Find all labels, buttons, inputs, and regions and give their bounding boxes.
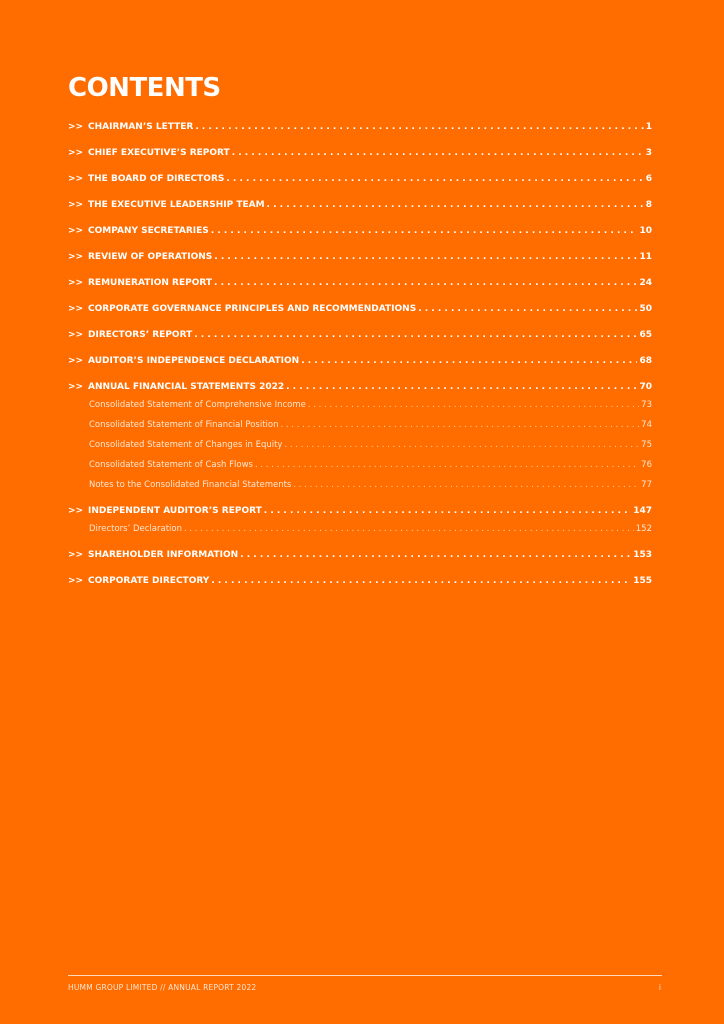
toc-dot-leader — [240, 546, 631, 564]
toc-entry-page: 24 — [639, 278, 652, 288]
toc-entry-label: SHAREHOLDER INFORMATION — [88, 550, 239, 560]
toc-arrow: >> — [68, 252, 84, 262]
table-of-contents — [68, 118, 652, 598]
toc-dot-leader — [286, 378, 637, 396]
toc-entry-page: 11 — [639, 252, 652, 262]
toc-entry-label: ANNUAL FINANCIAL STATEMENTS 2022 — [88, 382, 285, 392]
toc-subentry[interactable] — [68, 457, 652, 477]
toc-subentry-page: 74 — [641, 420, 652, 430]
page-title: CONTENTS — [68, 73, 221, 103]
toc-entry-page: 3 — [645, 148, 652, 158]
toc-entry[interactable] — [68, 196, 652, 222]
toc-arrow: >> — [68, 506, 84, 516]
toc-entry-page: 8 — [645, 200, 652, 210]
toc-entry-page: 153 — [633, 550, 652, 560]
toc-entry-label: CHIEF EXECUTIVE’S REPORT — [88, 148, 230, 158]
toc-arrow: >> — [68, 576, 84, 586]
toc-arrow: >> — [68, 356, 84, 366]
toc-entry-page: 70 — [639, 382, 652, 392]
toc-entry-page: 10 — [639, 226, 652, 236]
toc-entry-label: REMUNERATION REPORT — [88, 278, 213, 288]
toc-dot-leader — [284, 437, 639, 453]
toc-dot-leader — [232, 144, 644, 162]
toc-entry-label: DIRECTORS’ REPORT — [88, 330, 193, 340]
toc-dot-leader — [418, 300, 637, 318]
toc-entry[interactable] — [68, 248, 652, 274]
toc-entry-label: REVIEW OF OPERATIONS — [88, 252, 213, 262]
toc-entry[interactable] — [68, 118, 652, 144]
toc-entry-page: 155 — [633, 576, 652, 586]
toc-entry-label: CORPORATE DIRECTORY — [88, 576, 210, 586]
footer-page-number: i — [658, 983, 661, 992]
toc-arrow: >> — [68, 330, 84, 340]
toc-arrow: >> — [68, 200, 84, 210]
toc-dot-leader — [301, 352, 637, 370]
toc-arrow: >> — [68, 550, 84, 560]
toc-arrow: >> — [68, 278, 84, 288]
toc-dot-leader — [264, 502, 631, 520]
toc-entry-label: THE BOARD OF DIRECTORS — [88, 174, 225, 184]
toc-entry[interactable] — [68, 144, 652, 170]
toc-entry-label: COMPANY SECRETARIES — [88, 226, 209, 236]
toc-dot-leader — [267, 196, 644, 214]
toc-entry[interactable] — [68, 546, 652, 572]
toc-entry-label: CHAIRMAN’S LETTER — [88, 122, 194, 132]
toc-subentry[interactable] — [68, 521, 652, 546]
toc-entry[interactable] — [68, 572, 652, 598]
toc-subentry-label: Consolidated Statement of Comprehensive Income — [89, 400, 306, 410]
toc-subentry-page: 73 — [641, 400, 652, 410]
toc-subentry-page: 75 — [641, 440, 652, 450]
toc-entry-label: INDEPENDENT AUDITOR’S REPORT — [88, 506, 262, 516]
toc-arrow: >> — [68, 304, 84, 314]
toc-subentry-label: Consolidated Statement of Cash Flows — [89, 460, 253, 470]
toc-entry[interactable] — [68, 300, 652, 326]
toc-entry-page: 147 — [633, 506, 652, 516]
toc-entry[interactable] — [68, 222, 652, 248]
toc-arrow: >> — [68, 226, 84, 236]
toc-subentry-label: Consolidated Statement of Financial Position — [89, 420, 279, 430]
toc-dot-leader — [195, 118, 643, 136]
toc-dot-leader — [280, 417, 639, 433]
toc-subentry-label: Directors’ Declaration — [89, 524, 182, 534]
toc-subentry-label: Consolidated Statement of Changes in Equity — [89, 440, 283, 450]
toc-dot-leader — [211, 572, 631, 590]
toc-arrow: >> — [68, 148, 84, 158]
toc-entry[interactable] — [68, 378, 652, 397]
toc-subentry-page: 77 — [641, 480, 652, 490]
toc-dot-leader — [214, 248, 637, 266]
toc-arrow: >> — [68, 122, 84, 132]
toc-dot-leader — [255, 457, 639, 473]
toc-entry[interactable] — [68, 274, 652, 300]
toc-arrow: >> — [68, 382, 84, 392]
toc-subentry-page: 76 — [641, 460, 652, 470]
toc-subentry-page: 152 — [635, 524, 652, 534]
toc-entry-page: 50 — [639, 304, 652, 314]
toc-entry-page: 6 — [645, 174, 652, 184]
toc-subentry[interactable] — [68, 437, 652, 457]
toc-dot-leader — [214, 274, 637, 292]
toc-dot-leader — [293, 477, 639, 493]
toc-dot-leader — [194, 326, 637, 344]
toc-subentry[interactable] — [68, 397, 652, 417]
toc-dot-leader — [184, 521, 634, 537]
toc-dot-leader — [226, 170, 643, 188]
toc-subentry[interactable] — [68, 417, 652, 437]
toc-entry-page: 65 — [639, 330, 652, 340]
toc-entry-label: THE EXECUTIVE LEADERSHIP TEAM — [88, 200, 265, 210]
toc-entry[interactable] — [68, 170, 652, 196]
toc-arrow: >> — [68, 174, 84, 184]
toc-entry[interactable] — [68, 326, 652, 352]
toc-subentry[interactable] — [68, 477, 652, 502]
toc-entry[interactable] — [68, 352, 652, 378]
toc-subentry-label: Notes to the Consolidated Financial Statements — [89, 480, 292, 490]
toc-dot-leader — [211, 222, 638, 240]
toc-entry[interactable] — [68, 502, 652, 521]
toc-entry-page: 68 — [639, 356, 652, 366]
toc-entry-label: CORPORATE GOVERNANCE PRINCIPLES AND RECOMMENDATIONS — [88, 304, 417, 314]
footer-divider — [68, 975, 662, 976]
toc-entry-label: AUDITOR’S INDEPENDENCE DECLARATION — [88, 356, 300, 366]
toc-dot-leader — [308, 397, 639, 413]
toc-entry-page: 1 — [645, 122, 652, 132]
footer-report-name: HUMM GROUP LIMITED // ANNUAL REPORT 2022 — [68, 983, 257, 992]
